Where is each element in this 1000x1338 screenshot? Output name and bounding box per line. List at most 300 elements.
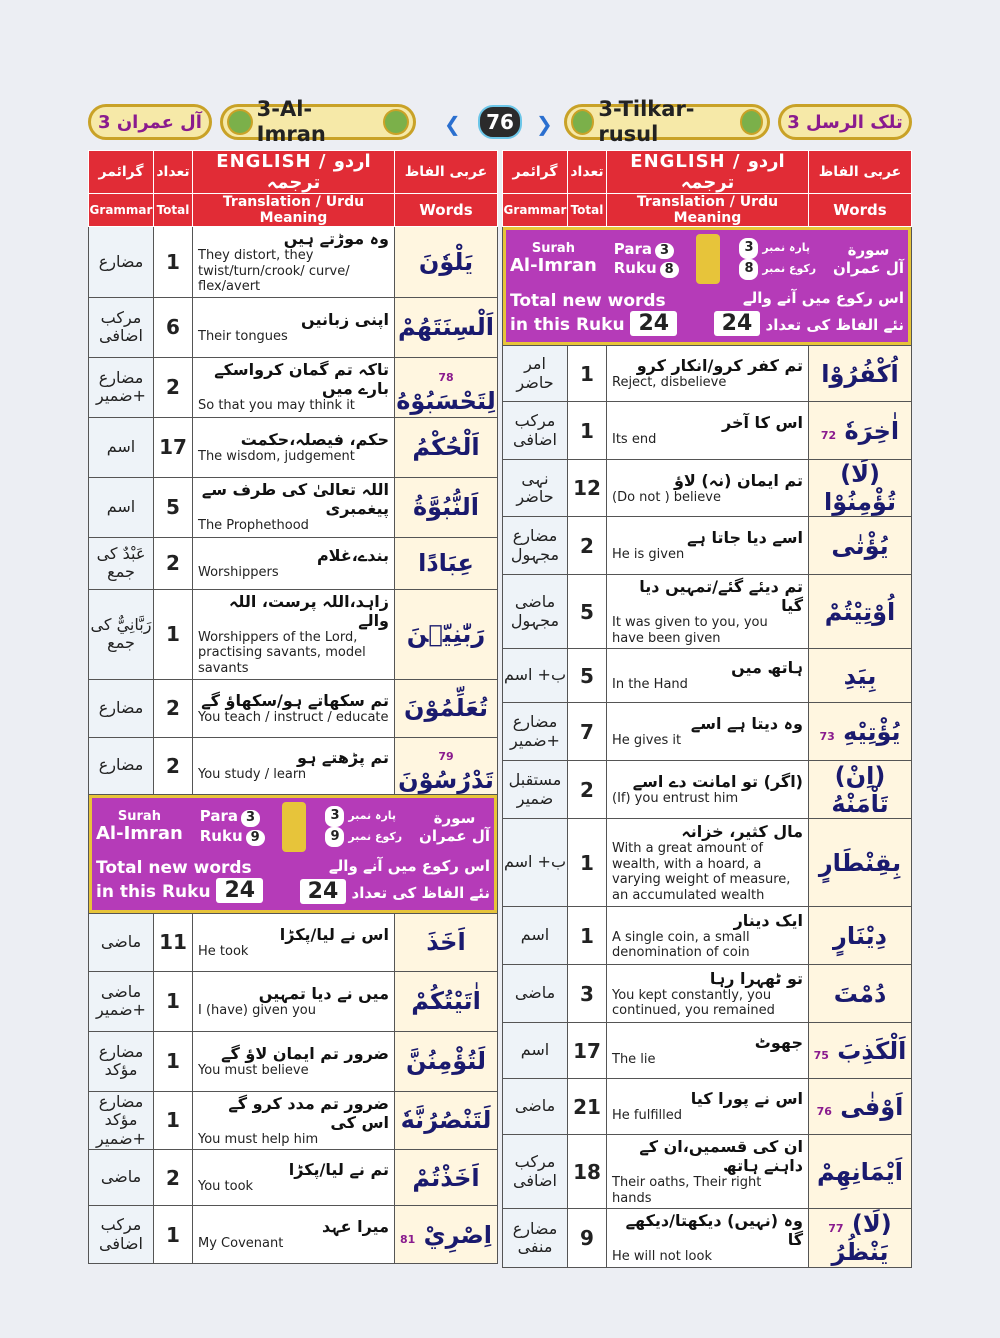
word-row xyxy=(503,761,912,819)
ruku-ur: رکوع نمبر xyxy=(762,262,817,275)
arabic-word: (لَا) تُؤْمِنُوْا xyxy=(824,460,896,516)
urdu-meaning: زاہد،اللہ پرست، اللہ والے xyxy=(228,591,389,630)
urdu-meaning: اس نے لیا/پکڑا xyxy=(279,924,389,944)
total-header-ur: تعداد xyxy=(154,151,193,194)
urdu-meaning: تم نے لیا/پکڑا xyxy=(288,1160,389,1180)
arabic-word: اَيْمَانِهِمْ xyxy=(816,1157,903,1186)
english-translation: Reject, disbelieve xyxy=(612,375,727,391)
translation-cell xyxy=(607,1079,809,1135)
arabic-word: اِصْرِيْ xyxy=(423,1220,492,1249)
para-ur: پارہ نمبر xyxy=(762,241,811,255)
word-row xyxy=(503,907,912,965)
info-ur-line2: نئے الفاظ کی تعداد xyxy=(765,316,904,334)
page-number: 76 xyxy=(470,102,530,142)
urdu-meaning: تم پڑھتے ہو xyxy=(296,748,389,768)
arabic-word: دِيْنَارٍ xyxy=(833,921,887,950)
grammar-cell: ماضی +ضمیر xyxy=(89,971,154,1031)
urdu-meaning: اپنی زبانیں xyxy=(301,309,389,329)
grammar-cell: مستقبل ضمیر xyxy=(503,761,568,819)
english-translation: You must believe xyxy=(198,1062,309,1078)
arabic-word-cell xyxy=(809,1079,912,1135)
ruku-number: 9 xyxy=(246,830,265,846)
english-translation: Its end xyxy=(612,432,657,448)
arabic-word-cell xyxy=(809,517,912,575)
english-translation: So that you may think it xyxy=(198,398,355,414)
arabic-word: يُؤْتٰى xyxy=(831,531,889,560)
grammar-cell: مضارع xyxy=(89,679,154,737)
word-row xyxy=(89,477,498,537)
english-translation: Worshippers of the Lord, practising savants, model savants xyxy=(198,629,366,676)
english-translation: They distort, they twist/turn/crook/ curve/ flex/avert xyxy=(198,248,350,295)
arrow-left-icon: ❮ xyxy=(444,112,461,136)
para-label: Para xyxy=(199,807,238,826)
arrow-right-icon: ❯ xyxy=(536,112,553,136)
translation-cell xyxy=(607,819,809,907)
verse-marker: 73 xyxy=(819,729,835,743)
english-translation: You study / learn xyxy=(198,767,307,783)
arabic-word: يُؤْتِيْهِ xyxy=(843,717,901,746)
arabic-word-cell xyxy=(809,965,912,1023)
total-cell: 1 xyxy=(568,346,607,402)
in-this-ruku: in this Ruku xyxy=(96,882,211,903)
arabic-word: (لَا) يَنْظُرُ xyxy=(831,1210,892,1267)
english-translation: A single coin, a small denomination of coin xyxy=(612,929,750,961)
word-row xyxy=(89,1206,498,1264)
word-row xyxy=(89,537,498,589)
urdu-meaning: ضرور تم ایمان لاؤ گے xyxy=(221,1043,389,1063)
right-para-en: 3-Tilkar-rusul xyxy=(564,104,770,140)
arabic-word-cell xyxy=(395,357,498,417)
ornament-divider xyxy=(282,802,306,852)
total-cell: 2 xyxy=(154,357,193,417)
ruku-ur: رکوع نمبر xyxy=(348,829,403,843)
surah-name-ur: آل عمران xyxy=(419,826,490,845)
arabic-word-cell xyxy=(395,297,498,357)
page xyxy=(88,96,912,1267)
page-header xyxy=(88,96,912,146)
total-cell: 1 xyxy=(154,1091,193,1150)
english-translation: (If) you entrust him xyxy=(612,791,739,807)
word-row xyxy=(503,1135,912,1209)
grammar-cell: اسم xyxy=(503,1023,568,1079)
translation-cell xyxy=(607,649,809,703)
surah-name-ur: آل عمران xyxy=(833,259,904,277)
word-row xyxy=(89,913,498,971)
arabic-word-cell xyxy=(395,1206,498,1264)
grammar-cell: مضارع مؤکد xyxy=(89,1031,154,1091)
arabic-word-cell xyxy=(809,761,912,819)
translation-cell xyxy=(193,417,395,477)
grammar-cell: نہی حاضر xyxy=(503,460,568,517)
grammar-cell: اسم xyxy=(503,907,568,965)
translation-cell xyxy=(193,1150,395,1206)
total-cell: 21 xyxy=(568,1079,607,1135)
arabic-word-cell xyxy=(395,971,498,1031)
translation-header: ENGLISH / اردو ترجمہ xyxy=(193,151,395,194)
medal-icon xyxy=(571,109,594,135)
verse-marker: 76 xyxy=(816,1104,832,1118)
english-translation: In the Hand xyxy=(612,677,688,693)
ornament-divider xyxy=(696,234,720,284)
arabic-word-cell xyxy=(809,402,912,460)
urdu-meaning: وہ دیتا ہے اسے xyxy=(690,714,803,734)
arabic-word-cell xyxy=(395,537,498,589)
para-number: 3 xyxy=(241,810,260,826)
left-surah-en: 3-Al-Imran xyxy=(220,104,416,140)
grammar-cell: مرکب اضافی xyxy=(89,1206,154,1264)
english-translation: The lie xyxy=(612,1052,656,1068)
para-number: 3 xyxy=(655,243,674,259)
left-surah-ar: آل عمران 3 xyxy=(88,104,212,140)
right-rows xyxy=(503,346,912,1268)
urdu-meaning: اللہ تعالیٰ کی طرف سے پیغمبری xyxy=(201,480,389,519)
arabic-word: بِيَدِ xyxy=(843,661,877,690)
grammar-cell: مضارع +ضمیر xyxy=(89,357,154,417)
arabic-word-cell xyxy=(395,679,498,737)
total-cell: 9 xyxy=(568,1209,607,1268)
grammar-cell: ماضی xyxy=(503,1079,568,1135)
grammar-cell: ب+ اسم xyxy=(503,649,568,703)
grammar-cell: اسم xyxy=(89,417,154,477)
arabic-word: اَخَذَ xyxy=(426,928,466,957)
translation-header: ENGLISH / اردو ترجمہ xyxy=(607,151,809,194)
english-translation: You teach / instruct / educate xyxy=(198,709,389,725)
translation-cell xyxy=(607,703,809,761)
english-translation: The Prophethood xyxy=(198,518,309,534)
arabic-word: تُعَلِّمُوْنَ xyxy=(404,694,488,723)
arabic-word-cell xyxy=(809,649,912,703)
total-cell: 17 xyxy=(568,1023,607,1079)
arabic-word-cell xyxy=(809,1135,912,1209)
grammar-cell: مضارع مؤکد +ضمیر xyxy=(89,1091,154,1150)
total-cell: 2 xyxy=(154,737,193,794)
english-translation: (Do not ) believe xyxy=(612,489,721,505)
translation-cell xyxy=(607,761,809,819)
word-row xyxy=(89,417,498,477)
left-top-rows xyxy=(89,227,498,795)
grammar-cell: مضارع +ضمیر xyxy=(503,703,568,761)
grammar-cell: ماضی xyxy=(503,965,568,1023)
translation-cell xyxy=(193,589,395,679)
grammar-cell: ماضی مجہول xyxy=(503,575,568,649)
urdu-meaning: ایک دینار xyxy=(733,910,803,930)
total-cell: 1 xyxy=(154,1206,193,1264)
translation-cell xyxy=(193,913,395,971)
arabic-word-cell xyxy=(395,737,498,794)
arabic-word: اَلنُّبُوَّةُ xyxy=(412,493,480,522)
word-row xyxy=(503,517,912,575)
info-ur-line1: اس رکوع میں آنے والے xyxy=(328,856,490,875)
word-row xyxy=(89,679,498,737)
word-row xyxy=(503,1079,912,1135)
grammar-cell: مرکب اضافی xyxy=(89,297,154,357)
total-cell: 11 xyxy=(154,913,193,971)
total-cell: 17 xyxy=(154,417,193,477)
in-this-ruku: in this Ruku xyxy=(510,314,625,335)
para-label: Para xyxy=(613,239,652,258)
grammar-cell: مضارع xyxy=(89,227,154,298)
words-header-ur: عربی الفاظ xyxy=(395,151,498,194)
english-translation: I (have) given you xyxy=(198,1002,316,1018)
urdu-meaning: اس نے پورا کیا xyxy=(690,1089,803,1109)
arabic-word: يَلْوٗنَ xyxy=(418,247,474,276)
english-translation: You must help him xyxy=(198,1131,319,1147)
total-cell: 2 xyxy=(568,761,607,819)
total-cell: 1 xyxy=(568,819,607,907)
english-translation: He took xyxy=(198,943,249,959)
left-column xyxy=(88,150,498,1264)
arabic-word-cell xyxy=(809,703,912,761)
total-cell: 6 xyxy=(154,297,193,357)
urdu-meaning: تم سکھاتے ہو/سکھاؤ گے xyxy=(201,690,389,710)
english-translation: Their tongues xyxy=(198,328,288,344)
grammar-header-ur: گرائمر xyxy=(89,151,154,194)
total-cell: 1 xyxy=(568,907,607,965)
word-row xyxy=(503,649,912,703)
translation-cell xyxy=(607,1135,809,1209)
translation-cell xyxy=(193,357,395,417)
arabic-word-cell xyxy=(809,819,912,907)
english-translation: It was given to you, you have been given xyxy=(612,615,768,646)
translation-cell xyxy=(193,227,395,298)
translation-cell xyxy=(607,460,809,517)
medal-icon xyxy=(740,109,763,135)
total-cell: 1 xyxy=(154,589,193,679)
word-row xyxy=(89,227,498,298)
english-translation: He is given xyxy=(612,547,685,563)
total-cell: 1 xyxy=(154,227,193,298)
arabic-word: بِقِنْطَارٍ xyxy=(818,848,902,877)
medal-icon xyxy=(383,109,409,135)
urdu-meaning: تم ایمان (نہ) لاؤ xyxy=(673,470,803,490)
urdu-meaning: وہ (نہیں) دیکھتا/دیکھے گا xyxy=(625,1211,803,1250)
arabic-word: (اِنْ) تَاْمَنْهُ xyxy=(831,761,889,818)
ruku-label: Ruku xyxy=(199,826,243,845)
word-row xyxy=(89,737,498,794)
english-translation: You kept constantly, you continued, you remained xyxy=(612,987,775,1019)
translation-cell xyxy=(193,737,395,794)
translation-cell xyxy=(193,1091,395,1150)
english-translation: He fulfilled xyxy=(612,1108,682,1124)
grammar-cell: ماضی xyxy=(89,913,154,971)
translation-cell xyxy=(607,346,809,402)
grammar-cell: عَبْدٌ کی جمع xyxy=(89,537,154,589)
translation-cell xyxy=(607,402,809,460)
translation-cell xyxy=(193,537,395,589)
grammar-header-en: Grammar xyxy=(503,194,568,227)
urdu-meaning: بندے،غلام xyxy=(316,545,389,565)
urdu-meaning: تو ٹھہرا رہا xyxy=(709,968,803,988)
new-words-count-ur: 24 xyxy=(714,311,761,336)
total-cell: 1 xyxy=(154,971,193,1031)
grammar-cell: مضارع xyxy=(89,737,154,794)
ruku-info-box-right xyxy=(503,227,912,346)
english-translation: Their oaths, Their right hands xyxy=(612,1175,762,1206)
surah-label: Surah xyxy=(531,240,575,256)
verse-marker: 78 xyxy=(438,371,454,385)
surah-ur: سورة xyxy=(847,241,890,259)
urdu-meaning: اس کا آخر xyxy=(722,413,803,433)
arabic-word: اَوْفٰى xyxy=(840,1092,904,1121)
translation-cell xyxy=(607,575,809,649)
ruku-number: 8 xyxy=(660,262,679,278)
new-words-count: 24 xyxy=(216,878,263,903)
total-cell: 2 xyxy=(568,517,607,575)
total-cell: 18 xyxy=(568,1135,607,1209)
left-table xyxy=(88,150,498,1264)
total-cell: 5 xyxy=(154,477,193,537)
urdu-meaning: تم کفر کرو/انکار کرو xyxy=(636,356,803,376)
total-new-words: Total new words xyxy=(96,858,252,879)
arabic-word: اٰخِرَهٗ xyxy=(844,416,900,445)
right-info-row xyxy=(503,227,912,346)
verse-marker: 72 xyxy=(820,428,837,442)
para-number-ur: 3 xyxy=(739,238,758,259)
surah-name: Al-Imran xyxy=(510,255,597,277)
translation-cell xyxy=(607,517,809,575)
translation-cell xyxy=(193,679,395,737)
translation-cell xyxy=(193,477,395,537)
arabic-word: دُمْتَ xyxy=(833,979,887,1008)
word-row xyxy=(89,357,498,417)
arabic-word: رَبّٰنِيّٖنَ xyxy=(406,620,486,649)
word-row xyxy=(503,575,912,649)
arabic-word-cell xyxy=(395,1031,498,1091)
word-row xyxy=(89,1150,498,1206)
total-header-ur: تعداد xyxy=(568,151,607,194)
arabic-word: عِبَادًا xyxy=(418,549,474,578)
ruku-info-box-left xyxy=(89,794,498,913)
word-row xyxy=(89,971,498,1031)
total-cell: 2 xyxy=(154,1150,193,1206)
english-translation: He gives it xyxy=(612,733,682,749)
word-row xyxy=(503,1209,912,1268)
total-cell: 3 xyxy=(568,965,607,1023)
urdu-meaning: ہاتھ میں xyxy=(731,658,803,678)
total-cell: 7 xyxy=(568,703,607,761)
words-header-en: Words xyxy=(395,194,498,227)
english-translation: My Covenant xyxy=(198,1236,284,1252)
new-words-count-ur: 24 xyxy=(300,879,347,904)
info-ur-line2: نئے الفاظ کی تعداد xyxy=(351,883,490,902)
verse-marker: 77 xyxy=(828,1222,844,1236)
urdu-meaning: (اگر) تو امانت دے اسے xyxy=(632,772,803,792)
arabic-word-cell xyxy=(395,227,498,298)
grammar-cell: اسم xyxy=(89,477,154,537)
total-cell: 2 xyxy=(154,679,193,737)
word-row xyxy=(503,1023,912,1079)
grammar-cell: مرکب اضافی xyxy=(503,1135,568,1209)
urdu-meaning: حکم، فیصلہ،حکمت xyxy=(240,429,389,449)
word-row xyxy=(503,703,912,761)
word-row xyxy=(89,589,498,679)
translation-header-en: Translation / Urdu Meaning xyxy=(607,194,809,227)
left-bottom-rows xyxy=(89,913,498,1264)
arabic-word: اُكْفُرُوْا xyxy=(821,359,899,388)
translation-cell xyxy=(193,1206,395,1264)
english-translation: He will not look xyxy=(612,1249,712,1265)
ruku-label: Ruku xyxy=(613,259,657,277)
word-row xyxy=(503,965,912,1023)
grammar-header-en: Grammar xyxy=(89,194,154,227)
grammar-cell: ب+ اسم xyxy=(503,819,568,907)
total-cell: 1 xyxy=(154,1031,193,1091)
urdu-meaning: ضرور تم مدد کرو گے اس کی xyxy=(228,1093,389,1132)
word-row xyxy=(89,297,498,357)
arabic-word: لَتَنْصُرُنَّهٗ xyxy=(400,1106,492,1135)
urdu-meaning: اسے دیا جاتا ہے xyxy=(687,528,803,548)
info-ur-line1: اس رکوع میں آنے والے xyxy=(742,289,904,307)
verse-marker: 75 xyxy=(813,1048,829,1062)
urdu-meaning: میں نے دیا تمہیں xyxy=(258,983,389,1003)
english-translation: You took xyxy=(198,1179,254,1195)
grammar-cell: رَبَّانِيٌّ کی جمع xyxy=(89,589,154,679)
arabic-word: لَتُؤْمِنُنَّ xyxy=(405,1047,487,1076)
arabic-word: اَلْسِنَتَهُمْ xyxy=(398,313,494,342)
translation-cell xyxy=(607,907,809,965)
verse-marker: 81 xyxy=(399,1232,416,1246)
arabic-word-cell xyxy=(809,346,912,402)
total-cell: 1 xyxy=(568,402,607,460)
total-header-en: Total xyxy=(154,194,193,227)
english-translation: Worshippers xyxy=(198,564,279,580)
arabic-word: اَخَذْتُمْ xyxy=(412,1163,480,1192)
arabic-word-cell xyxy=(395,589,498,679)
arabic-word-cell xyxy=(395,913,498,971)
translation-cell xyxy=(607,1023,809,1079)
grammar-cell: مضارع مجہول xyxy=(503,517,568,575)
right-column xyxy=(502,150,912,1268)
urdu-meaning: ان کی قسمیں،ان کے داہنے ہاتھ xyxy=(639,1137,803,1176)
arabic-word: اُوْتِيْتُمْ xyxy=(824,597,896,626)
word-row xyxy=(503,460,912,517)
left-info-row xyxy=(89,794,498,913)
total-cell: 5 xyxy=(568,575,607,649)
arabic-word-cell xyxy=(809,575,912,649)
words-header-ur: عربی الفاظ xyxy=(809,151,912,194)
grammar-cell: مضارع منفی xyxy=(503,1209,568,1268)
surah-ur: سورة xyxy=(433,808,476,827)
verse-marker: 79 xyxy=(438,749,454,763)
arabic-word: تَدْرُسُوْنَ xyxy=(398,765,494,794)
english-translation: With a great amount of wealth, with a hoard, a varying weight of measure, an accumulated wealth xyxy=(612,841,791,903)
translation-cell xyxy=(193,971,395,1031)
surah-name: Al-Imran xyxy=(96,822,183,844)
total-new-words: Total new words xyxy=(510,290,666,311)
urdu-meaning: مال کثیر، خزانہ xyxy=(681,822,803,841)
translation-cell xyxy=(193,297,395,357)
grammar-header-ur: گرائمر xyxy=(503,151,568,194)
english-translation: The wisdom, judgement xyxy=(198,448,355,464)
arabic-word: اٰتَيْتُكُمْ xyxy=(411,987,481,1016)
right-table xyxy=(502,150,912,1268)
medal-icon xyxy=(227,109,253,135)
arabic-word: اَلْكَذِبَ xyxy=(837,1036,907,1065)
total-header-en: Total xyxy=(568,194,607,227)
word-row xyxy=(503,402,912,460)
total-cell: 5 xyxy=(568,649,607,703)
arabic-word-cell xyxy=(395,417,498,477)
arabic-word: لِتَحْسَبُوْهُ xyxy=(396,387,496,416)
ruku-number-ur: 9 xyxy=(325,827,344,848)
translation-header-en: Translation / Urdu Meaning xyxy=(193,194,395,227)
grammar-cell: امر حاضر xyxy=(503,346,568,402)
word-row xyxy=(503,346,912,402)
arabic-word: اَلْحُكْمُ xyxy=(412,433,480,462)
grammar-cell: ماضی xyxy=(89,1150,154,1206)
translation-cell xyxy=(193,1031,395,1091)
ruku-number-ur: 8 xyxy=(739,259,758,280)
